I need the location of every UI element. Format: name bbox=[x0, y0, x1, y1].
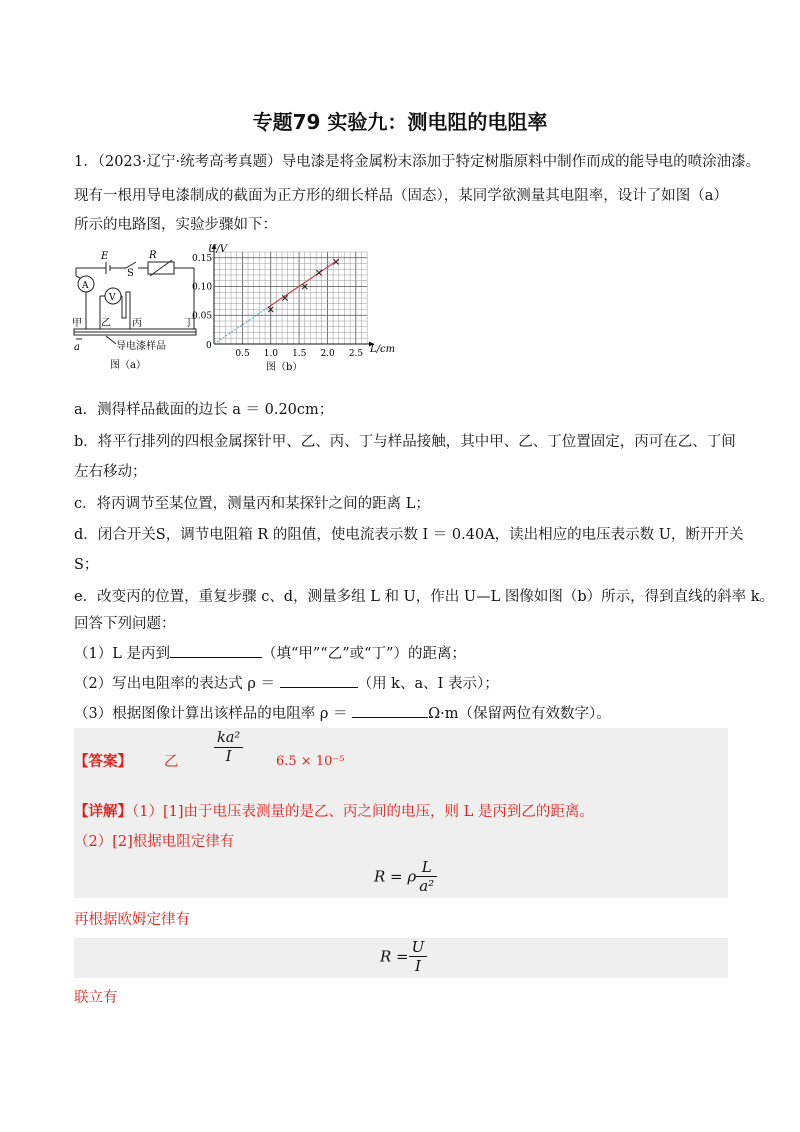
sub-question-2 bbox=[74, 673, 499, 694]
y-tick-label: 0.15 bbox=[192, 253, 213, 264]
q3-text-a: （3）根据图像计算出该样品的电阻率 ρ ＝ bbox=[74, 706, 348, 722]
label-a: a bbox=[74, 342, 80, 353]
q2-text-b: （用 k、a、I 表示）； bbox=[357, 676, 499, 692]
question-text-1: 导电漆是将金属粉末添加于特定树脂原料中制作而成的能导电的喷涂油漆。 bbox=[281, 154, 761, 170]
question-source: （2023·辽宁·统考高考真题） bbox=[97, 154, 282, 170]
step-c: c．将丙调节至某位置，测量丙和某探针之间的距离 L； bbox=[74, 496, 430, 512]
circuit-diagram bbox=[70, 246, 200, 376]
chart-grid bbox=[214, 252, 367, 344]
eq1-den: a² bbox=[419, 877, 435, 895]
u-l-chart bbox=[190, 240, 400, 380]
q2-text-a: （2）写出电阻率的表达式 ρ ＝ bbox=[74, 676, 275, 692]
answer-2-den: I bbox=[225, 749, 232, 765]
y-tick-label: 0.05 bbox=[192, 311, 213, 322]
chart-ylabel: U/V bbox=[208, 244, 228, 255]
question-number: 1． bbox=[74, 154, 98, 170]
q3-text-b: Ω·m（保留两位有效数字）。 bbox=[428, 706, 611, 722]
answer-2-num: ka² bbox=[214, 729, 243, 748]
data-point bbox=[316, 270, 321, 275]
eq2-lhs: R = bbox=[380, 947, 409, 966]
step-e: e．改变丙的位置，重复步骤 c、d，测量多组 L 和 U，作出 U—L 图像如图（b）所示，得到直线的斜率 k。 bbox=[74, 589, 775, 605]
q1-text-b: （填“甲”“乙”或“丁”）的距离； bbox=[261, 646, 466, 662]
fit-line-extrapolated bbox=[214, 308, 268, 344]
sub-question-3 bbox=[74, 703, 611, 724]
probe-ding: 丁 bbox=[184, 318, 194, 329]
step-d-line-1: d．闭合开关S，调节电阻箱 R 的阻值，使电流表示数 I ＝ 0.40A，读出相应的电压表示数 U，断开开关 bbox=[74, 527, 744, 543]
caption-b: 图（b） bbox=[266, 362, 303, 373]
answer-2 bbox=[214, 729, 243, 766]
eq1-fraction bbox=[416, 858, 437, 895]
chart-tick-labels bbox=[192, 254, 363, 359]
label-S: S bbox=[127, 268, 134, 279]
detail-text-1: （1）[1]由于电压表测量的是乙、丙之间的电压，则 L 是丙到乙的距离。 bbox=[132, 804, 594, 820]
probe-bing: 丙 bbox=[132, 318, 142, 329]
step-b-line-2: 左右移动； bbox=[74, 464, 147, 480]
detail-line-4: 联立有 bbox=[74, 990, 118, 1006]
detail-line-3: 再根据欧姆定律有 bbox=[74, 912, 190, 928]
x-tick-label: 2.0 bbox=[320, 349, 335, 359]
probe-jia: 甲 bbox=[72, 318, 82, 329]
label-sample: 导电漆样品 bbox=[116, 341, 166, 352]
eq1-num: L bbox=[416, 858, 437, 877]
step-a: a．测得样品截面的边长 a ＝ 0.20cm； bbox=[74, 402, 334, 418]
x-tick-label: 0.5 bbox=[235, 349, 250, 359]
chart-xlabel: L/cm bbox=[370, 344, 396, 355]
answer-2-fraction bbox=[214, 729, 243, 766]
label-A: A bbox=[82, 281, 89, 291]
label-R: R bbox=[149, 250, 157, 261]
eq1-lhs: R = ρ bbox=[374, 867, 417, 886]
step-b-line-1: b．将平行排列的四根金属探针甲、乙、丙、丁与样品接触，其中甲、乙、丁位置固定，丙可在乙、丁间 bbox=[74, 434, 736, 450]
detail-line-1 bbox=[74, 802, 594, 822]
q1-blank[interactable] bbox=[170, 643, 262, 658]
question-line-3: 所示的电路图，实验步骤如下： bbox=[74, 217, 277, 233]
equation-resistance-law bbox=[374, 858, 437, 895]
x-tick-label: 1.0 bbox=[263, 349, 279, 359]
label-V: V bbox=[109, 293, 116, 303]
fit-line bbox=[268, 259, 339, 307]
step-d-line-2: S； bbox=[74, 557, 99, 573]
q3-blank[interactable] bbox=[352, 703, 428, 718]
answer-3: 6.5 × 10⁻⁵ bbox=[276, 754, 345, 769]
caption-a: 图（a） bbox=[110, 360, 146, 371]
x-tick-label: 2.5 bbox=[348, 349, 364, 359]
answer-label: 【答案】 bbox=[74, 753, 132, 770]
eq2-den: I bbox=[415, 957, 421, 975]
question-line-2: 现有一根用导电漆制成的截面为正方形的细长样品（固态），某同学欲测量其电阻率，设计了如图（a） bbox=[74, 188, 728, 204]
sub-question-1 bbox=[74, 643, 466, 664]
chart-axes bbox=[212, 244, 375, 347]
x-tick-label: 1.5 bbox=[292, 349, 307, 359]
page-title: 专题79 实验九：测电阻的电阻率 bbox=[252, 110, 548, 134]
answer-prompt: 回答下列问题： bbox=[74, 616, 176, 632]
q2-blank[interactable] bbox=[280, 673, 358, 688]
equation-ohm-law bbox=[380, 938, 427, 975]
label-E: E bbox=[101, 251, 109, 262]
chart-origin: 0 bbox=[206, 341, 212, 351]
answer-1: 乙 bbox=[164, 754, 179, 770]
detail-line-2: （2）[2]根据电阻定律有 bbox=[74, 834, 235, 850]
detail-label: 【详解】 bbox=[74, 803, 132, 820]
y-tick-label: 0.10 bbox=[192, 282, 213, 293]
q1-text-a: （1）L 是丙到 bbox=[74, 646, 170, 662]
probe-yi: 乙 bbox=[101, 318, 111, 329]
eq2-num: U bbox=[409, 938, 428, 957]
eq2-fraction bbox=[409, 938, 428, 975]
question-line-1 bbox=[74, 152, 760, 172]
